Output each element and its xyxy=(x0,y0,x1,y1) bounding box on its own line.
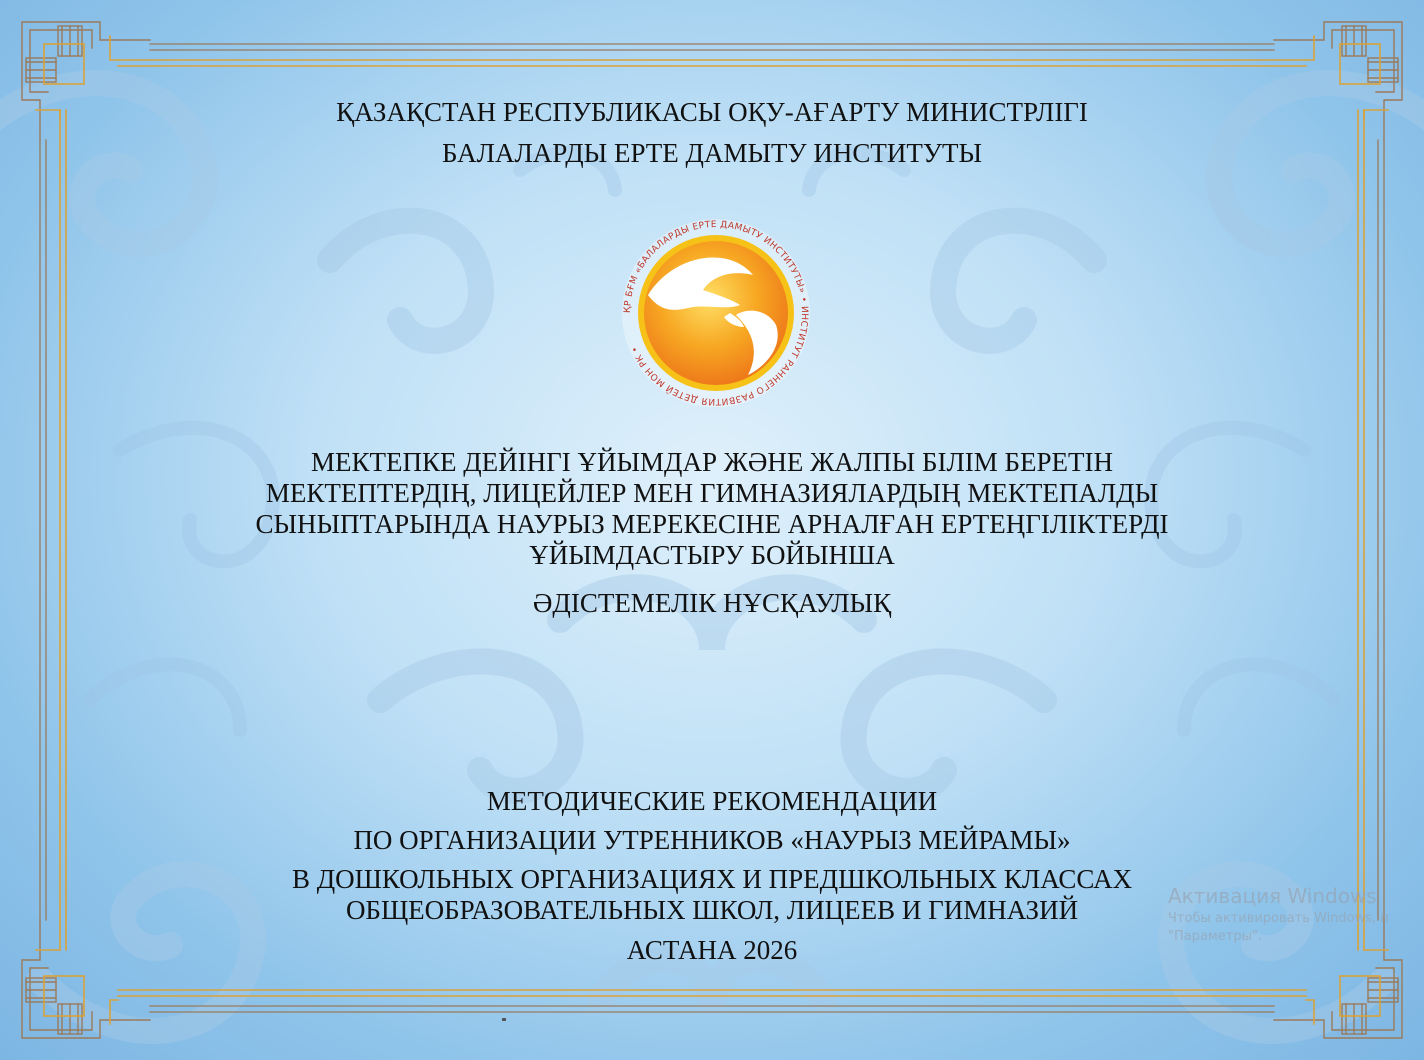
institute-name: БАЛАЛАРДЫ ЕРТЕ ДАМЫТУ ИНСТИТУТЫ xyxy=(441,138,982,168)
ministry-header xyxy=(0,92,1424,174)
kz-title-line: ҰЙЫМДАСТЫРУ БОЙЫНША xyxy=(529,540,895,570)
svg-text:ҚР БҒМ «БАЛАЛАРДЫ ЕРТЕ ДАМЫТУ: ҚР БҒМ «БАЛАЛАРДЫ ЕРТЕ ДАМЫТУ ИНСТИТУТЫ» • ИНСТИТУТ РАННЕГО РАЗВИТИЯ ДЕТЕЙ МОН РК • xyxy=(622,219,810,407)
kz-document-title xyxy=(0,447,1424,571)
kz-title-line: МЕКТЕПКЕ ДЕЙІНГІ ҰЙЫМДАР ЖӘНЕ ЖАЛПЫ БІЛІМ БЕРЕТІН xyxy=(311,447,1113,477)
ru-title-line: ОБЩЕОБРАЗОВАТЕЛЬНЫХ ШКОЛ, ЛИЦЕЕВ И ГИМНАЗИЙ xyxy=(345,895,1079,925)
windows-activation-watermark xyxy=(1168,882,1389,946)
ru-title-line: ПО ОРГАНИЗАЦИИ УТРЕННИКОВ «НАУРЫЗ МЕЙРАМЫ» xyxy=(353,825,1071,855)
kz-subtitle-text: ӘДІСТЕМЕЛІК НҰСҚАУЛЫҚ xyxy=(532,588,892,618)
kz-title-line: МЕКТЕПТЕРДІҢ, ЛИЦЕЙЛЕР МЕН ГИМНАЗИЯЛАРДЫҢ МЕКТЕПАЛДЫ xyxy=(265,478,1159,508)
city-year-text: АСТАНА 2026 xyxy=(626,935,798,965)
institute-logo xyxy=(618,215,814,411)
ru-title-line: МЕТОДИЧЕСКИЕ РЕКОМЕНДАЦИИ xyxy=(486,786,938,816)
kz-document-type xyxy=(0,588,1424,619)
page-dot xyxy=(502,1018,506,1021)
kz-title-line: СЫНЫПТАРЫНДА НАУРЫЗ МЕРЕКЕСІНЕ АРНАЛҒАН ЕРТЕҢГІЛІКТЕРДІ xyxy=(255,509,1169,539)
watermark-title: Активация Windows xyxy=(1168,884,1377,908)
watermark-line: Чтобы активировать Windows, п xyxy=(1168,911,1389,926)
watermark-line: "Параметры". xyxy=(1168,929,1262,944)
ru-title-line: В ДОШКОЛЬНЫХ ОРГАНИЗАЦИЯХ И ПРЕДШКОЛЬНЫХ КЛАССАХ xyxy=(291,864,1133,894)
ministry-name: ҚАЗАҚСТАН РЕСПУБЛИКАСЫ ОҚУ-АҒАРТУ МИНИСТРЛІГІ xyxy=(336,97,1088,127)
